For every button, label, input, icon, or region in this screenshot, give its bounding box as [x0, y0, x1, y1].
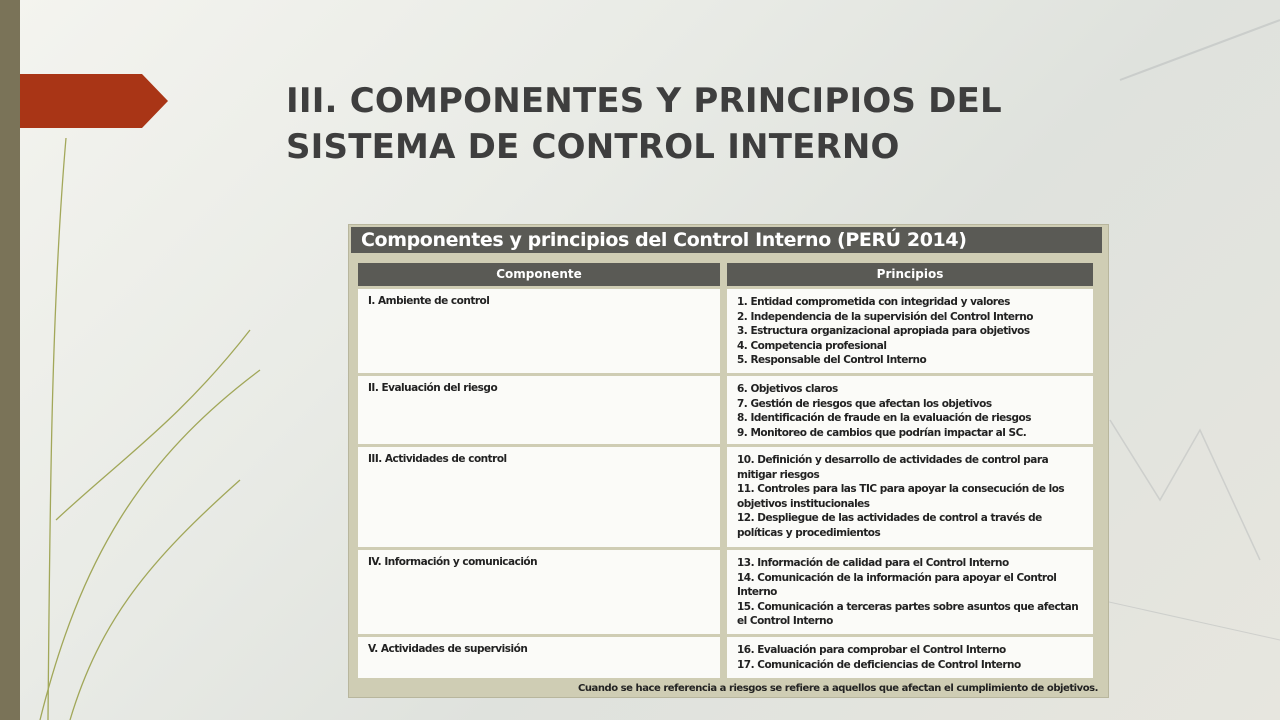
principle-item: 1. Entidad comprometida con integridad y valores — [737, 296, 1010, 308]
slide-title-line-1: III. COMPONENTES Y PRINCIPIOS DEL — [286, 81, 1002, 121]
principles-cell-2 — [727, 376, 1093, 444]
principle-item: 2. Independencia de la supervisión del Control Interno — [737, 310, 1033, 323]
principle-item: 4. Competencia profesional — [737, 339, 887, 352]
principle-item: 10. Definición y desarrollo de actividades de control para mitigar riesgos — [737, 454, 1049, 481]
component-cell-5: V. Actividades de supervisión — [358, 637, 720, 678]
principle-item: 3. Estructura organizacional apropiada para objetivos — [737, 325, 1030, 337]
principle-item: 12. Despliegue de las actividades de control a través de políticas y procedimientos — [737, 512, 1042, 539]
left-sidebar-bar — [0, 0, 20, 720]
principle-item: 15. Comunicación a terceras partes sobre asuntos que afectan el Control Interno — [737, 600, 1079, 627]
principle-item: 16. Evaluación para comprobar el Control Interno — [737, 644, 1006, 656]
principle-item: 17. Comunicación de deficiencias de Control Interno — [737, 658, 1021, 671]
table-footnote: Cuando se hace referencia a riesgos se refiere a aquellos que afectan el cumplimiento de objetivos. — [577, 683, 1098, 694]
principles-cell-1 — [727, 289, 1093, 373]
principle-item: 13. Información de calidad para el Control Interno — [737, 557, 1009, 569]
principles-cell-4 — [727, 550, 1093, 634]
principle-item: 14. Comunicación de la información para apoyar el Control Interno — [737, 571, 1057, 598]
principle-item: 8. Identificación de fraude en la evaluación de riesgos — [737, 412, 1032, 424]
principle-item: 9. Monitoreo de cambios que podrían impactar al SC. — [737, 426, 1027, 439]
principle-item: 5. Responsable del Control Interno — [737, 354, 927, 366]
principle-item: 11. Controles para las TIC para apoyar la consecución de los objetivos institucionales — [737, 483, 1065, 510]
principles-cell-3 — [727, 447, 1093, 547]
column-header-principles: Principios — [727, 263, 1093, 286]
component-cell-3: III. Actividades de control — [358, 447, 720, 547]
column-header-component: Componente — [358, 263, 720, 286]
slide-title — [286, 78, 1186, 170]
component-cell-2: II. Evaluación del riesgo — [358, 376, 720, 444]
accent-arrow-shape — [20, 74, 168, 128]
principles-cell-5 — [727, 637, 1093, 678]
principle-item: 6. Objetivos claros — [737, 383, 838, 395]
components-principles-table — [348, 224, 1109, 698]
slide-title-line-2: SISTEMA DE CONTROL INTERNO — [286, 127, 900, 167]
component-cell-1: I. Ambiente de control — [358, 289, 720, 373]
principle-item: 7. Gestión de riesgos que afectan los objetivos — [737, 397, 992, 410]
table-caption: Componentes y principios del Control Interno (PERÚ 2014) — [351, 227, 1102, 253]
component-cell-4: IV. Información y comunicación — [358, 550, 720, 634]
